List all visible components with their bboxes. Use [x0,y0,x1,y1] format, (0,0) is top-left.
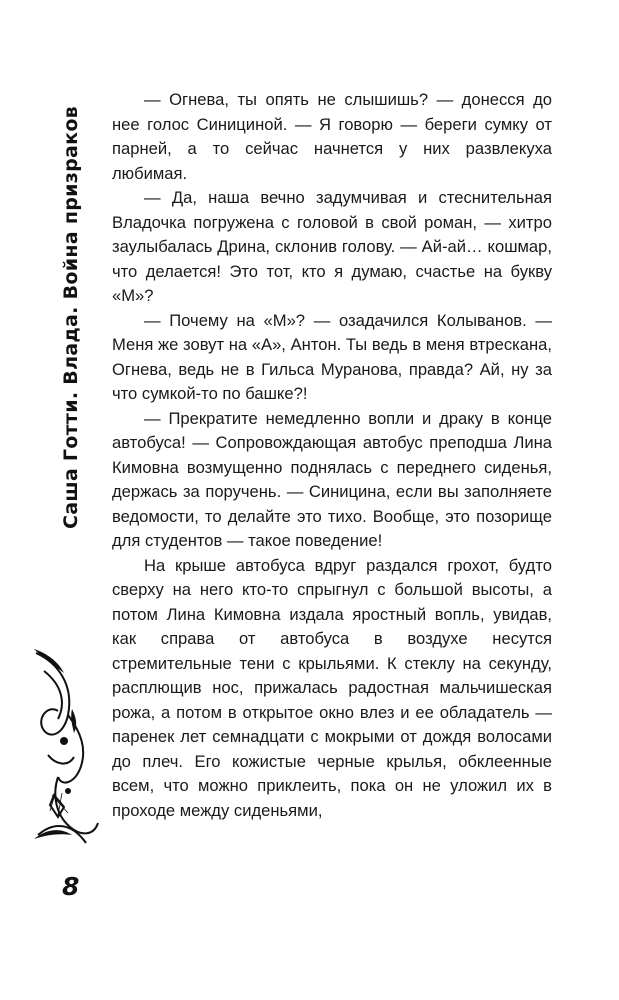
paragraph: — Прекратите немедленно вопли и драку в конце автобуса! — Сопровождающая автобус преподша Лина Кимовна возмущенно поднялась с переднего сиденья, держась за поручень. — Синицина, если вы заполняете ведомости, то делайте это тихо. Вообще, это позорище для студентов — такое поведение! [112,408,552,550]
running-head [56,106,86,626]
page-number: 8 [62,872,80,901]
paragraph: На крыше автобуса вдруг раздался грохот, будто сверху на него кто-то спрыгнул с большой высоты, а потом Лина Кимовна издала яростный вопль, увидав, как справа от автобуса в воздухе несутся стремительные тени с крыльями. К стеклу на секунду, расплющив нос, прижалась радостная мальчишеская рожа, а потом в открытое окно влез и ее обладатель — паренек лет семнадцати с мокрыми от дождя волосами до плеч. Его кожистые черные крылья, обклеенные всем, что можно приклеить, пока он не уложил их в проходе между сиденьями, [112,555,552,820]
paragraph: — Огнева, ты опять не слышишь? — донесся до нее голос Синициной. — Я говорю — береги сумку от парней, а то сейчас начнется у них развлекуха любимая. [112,90,552,183]
paragraph: — Почему на «М»? — озадачился Колыванов. — Меня же зовут на «А», Антон. Ты ведь в меня втрескана, Огнева, ведь не в Гильса Муранова, правда? Ай, ну за что сумкой-то по башке?! [112,310,552,403]
running-head-text: Саша Готти. Влада. Война призраков [60,106,82,530]
text-body [112,88,552,823]
decorative-ornament [28,645,102,855]
paragraph: — Да, наша вечно задумчивая и стеснительная Владочка погружена с головой в свой роман, — хитро заулыбалась Дрина, склонив голову. — Ай-ай… кошмар, что делается! Это тот, кто я думаю, счастье на букву «М»? [112,188,552,305]
